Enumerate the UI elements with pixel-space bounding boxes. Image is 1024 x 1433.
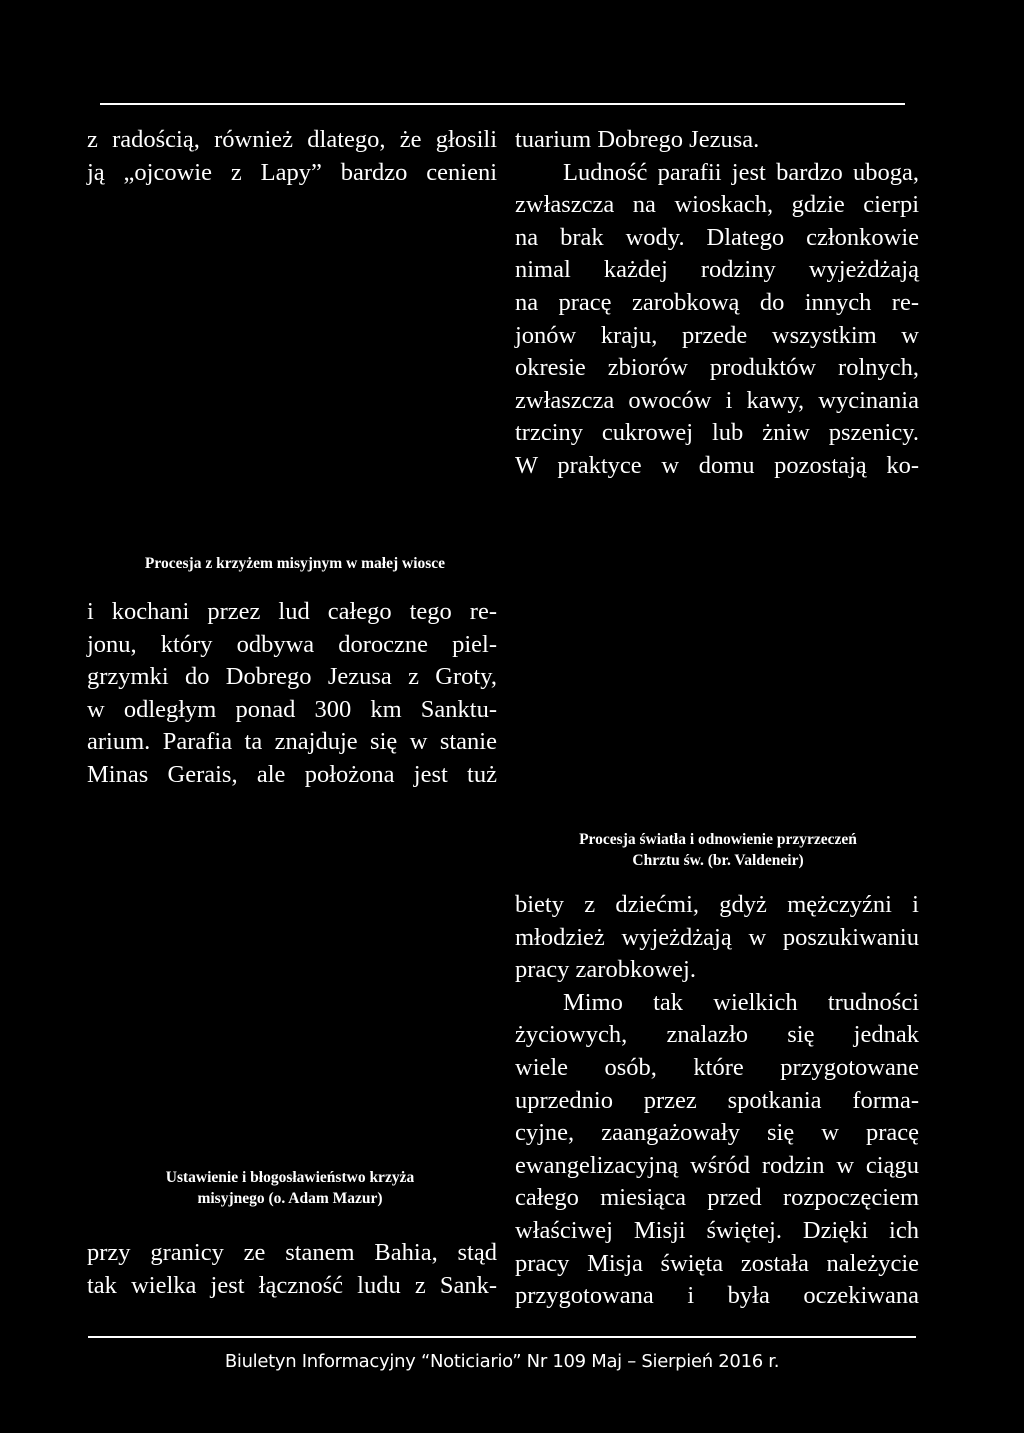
text-line: ją „ojcowie z Lapy” bardzo cenieni (87, 158, 497, 186)
top-rule (100, 103, 905, 105)
text-line: pracy Misja święta została należycie (515, 1249, 919, 1277)
text-line: wiele osób, które przygotowane (515, 1053, 919, 1081)
text-line: grzymki do Dobrego Jezusa z Groty, (87, 663, 497, 691)
photo-caption-blessing-cross (80, 1168, 500, 1209)
text-line: Minas Gerais, ale położona jest tuż (87, 760, 497, 788)
text-line: właściwej Misji świętej. Dzięki ich (515, 1216, 919, 1244)
caption-line: misyjnego (o. Adam Mazur) (197, 1189, 383, 1207)
right-column-top-text (515, 124, 919, 483)
left-column-middle-text (87, 596, 497, 792)
text-line: jonu, który odbywa doroczne piel- (87, 630, 497, 658)
right-column-bottom-text (515, 889, 919, 1313)
text-line: młodzież wyjeżdżają w poszukiwaniu (515, 923, 919, 951)
text-line: zwłaszcza owoców i kawy, wycinania (515, 386, 919, 414)
text-line: W praktyce w domu pozostają ko- (515, 451, 919, 479)
text-line: na pracę zarobkową do innych re- (515, 288, 919, 316)
text-line: na brak wody. Dlatego członkowie (515, 223, 919, 251)
text-line: tak wielka jest łączność ludu z Sank- (87, 1271, 497, 1299)
text-line: przy granicy ze stanem Bahia, stąd (87, 1239, 497, 1266)
text-line: okresie zbiorów produktów rolnych, (515, 354, 919, 382)
text-line: cyjne, zaangażowały się w pracę (515, 1119, 919, 1147)
text-line: uprzednio przez spotkania forma- (515, 1086, 919, 1114)
text-line: życiowych, znalazło się jednak (515, 1021, 919, 1049)
text-line: i kochani przez lud całego tego re- (87, 598, 497, 625)
text-line: arium. Parafia ta znajduje się w stanie (87, 728, 497, 756)
text-line: jonów kraju, przede wszystkim w (515, 321, 919, 349)
text-line: biety z dziećmi, gdyż mężczyźni i (515, 891, 919, 918)
text-line: Ludność parafii jest bardzo uboga, (563, 158, 919, 186)
caption-line: Chrztu św. (br. Valdeneir) (632, 851, 804, 869)
caption-line: Procesja z krzyżem misyjnym w małej wiosce (144, 555, 446, 572)
caption-line: Ustawienie i błogosławieństwo krzyża (165, 1169, 415, 1186)
text-line: w odległym ponad 300 km Sanktu- (87, 695, 497, 723)
photo-caption-procession-light (508, 830, 928, 871)
bottom-rule (88, 1336, 916, 1338)
text-line: zwłaszcza na wioskach, gdzie cierpi (515, 191, 919, 219)
left-column-top-text (87, 124, 497, 189)
text-line: ewangelizacyjną wśród rodzin w ciągu (515, 1151, 919, 1179)
text-line: pracy zarobkowej. (515, 956, 696, 984)
text-line: trzciny cukrowej lub żniw pszenicy. (515, 419, 919, 447)
text-line: z radością, również dlatego, że głosili (87, 126, 497, 153)
photo-caption-procession-cross (80, 554, 510, 575)
text-line: tuarium Dobrego Jezusa. (515, 126, 760, 153)
caption-line: Procesja światła i odnowienie przyrzeczeń (579, 831, 857, 848)
left-column-bottom-text (87, 1237, 497, 1302)
text-line: nimal każdej rodziny wyjeżdżają (515, 256, 919, 284)
text-line: przygotowana i była oczekiwana (515, 1282, 919, 1310)
text-line: całego miesiąca przed rozpoczęciem (515, 1184, 919, 1212)
page-footer: Biuletyn Informacyjny “Noticiario” Nr 109 Maj – Sierpień 2016 r. (224, 1351, 780, 1372)
text-line: Mimo tak wielkich trudności (563, 988, 919, 1016)
